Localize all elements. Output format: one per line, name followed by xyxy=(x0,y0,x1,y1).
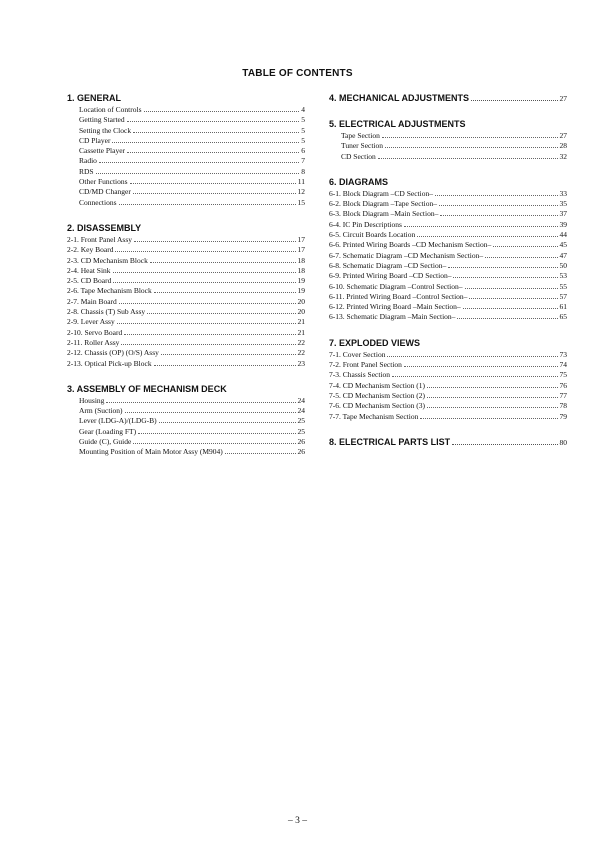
entry-page-number: 17 xyxy=(297,234,305,244)
toc-entry[interactable] xyxy=(329,412,567,422)
toc-entry[interactable] xyxy=(67,338,305,348)
dot-leader xyxy=(115,251,295,252)
entry-label: Setting the Clock xyxy=(79,125,132,135)
dot-leader xyxy=(159,422,296,423)
dot-leader xyxy=(493,246,557,247)
toc-entry[interactable] xyxy=(67,156,305,166)
dot-leader xyxy=(134,241,295,242)
entry-label: 6-10. Schematic Diagram –Control Section– xyxy=(329,281,463,291)
dot-leader xyxy=(99,162,299,163)
toc-entry[interactable] xyxy=(329,240,567,250)
entry-label: 7-6. CD Mechanism Section (3) xyxy=(329,401,426,411)
toc-entry[interactable] xyxy=(329,302,567,312)
page-title: TABLE OF CONTENTS xyxy=(242,68,353,79)
page-number: – 3 – xyxy=(288,816,307,826)
section-heading-label: 4. MECHANICAL ADJUSTMENTS xyxy=(329,93,470,103)
dot-leader xyxy=(138,433,295,434)
entry-label: 2-4. Heat Sink xyxy=(67,265,111,275)
entry-page-number: 39 xyxy=(559,219,567,229)
entry-page-number: 21 xyxy=(297,317,305,327)
entry-label: 6-5. Circuit Boards Location xyxy=(329,230,416,240)
entry-label: CD Player xyxy=(79,135,111,145)
entry-page-number: 6 xyxy=(301,146,305,156)
dot-leader xyxy=(112,142,299,143)
toc-section xyxy=(329,118,567,162)
dot-leader xyxy=(448,267,557,268)
toc-entry[interactable] xyxy=(67,256,305,266)
dot-leader xyxy=(144,111,300,112)
dot-leader xyxy=(154,365,296,366)
entry-page-number: 55 xyxy=(559,281,567,291)
toc-entry[interactable] xyxy=(67,416,305,426)
toc-entry[interactable] xyxy=(67,105,305,115)
toc-entry[interactable] xyxy=(329,220,567,230)
toc-entry[interactable] xyxy=(67,359,305,369)
entry-page-number: 53 xyxy=(559,271,567,281)
section-heading[interactable]: 1. GENERAL xyxy=(67,93,122,103)
toc-entry[interactable] xyxy=(329,141,567,151)
dot-leader xyxy=(427,407,557,408)
toc-entry[interactable] xyxy=(67,437,305,447)
entry-page-number: 5 xyxy=(301,125,305,135)
section-heading-label: 8. ELECTRICAL PARTS LIST xyxy=(329,436,451,447)
dot-leader xyxy=(119,204,296,205)
toc-entry[interactable] xyxy=(67,187,305,197)
entry-label: 6-12. Printed Wiring Board –Main Section– xyxy=(329,302,461,312)
dot-leader xyxy=(469,298,557,299)
entry-label: 6-2. Block Diagram –Tape Section– xyxy=(329,199,437,209)
toc-entry[interactable] xyxy=(329,401,567,411)
toc-left-column xyxy=(67,92,305,472)
toc-entry[interactable] xyxy=(329,312,567,322)
entry-label: 7-4. CD Mechanism Section (1) xyxy=(329,380,426,390)
entry-page-number: 61 xyxy=(559,302,567,312)
toc-right-column xyxy=(329,92,567,462)
entry-label: Tuner Section xyxy=(341,141,384,151)
dot-leader xyxy=(382,137,558,138)
dot-leader xyxy=(96,173,300,174)
section-heading[interactable]: 2. DISASSEMBLY xyxy=(67,222,142,233)
dot-leader xyxy=(417,236,557,237)
toc-entry[interactable] xyxy=(67,427,305,437)
entry-page-number: 19 xyxy=(297,286,305,296)
entry-label: 6-6. Printed Wiring Boards –CD Mechanism Section– xyxy=(329,240,492,250)
entry-page-number: 65 xyxy=(559,312,567,322)
entry-page-number: 24 xyxy=(297,395,305,405)
section-heading[interactable]: 6. DIAGRAMS xyxy=(329,176,389,187)
entry-label: Lever (LDG-A)/(LDG-B) xyxy=(79,416,157,426)
entry-page-number: 22 xyxy=(297,337,305,347)
toc-entry[interactable] xyxy=(329,209,567,219)
entry-label: 7-2. Front Panel Section xyxy=(329,360,402,370)
entry-page-number: 25 xyxy=(297,416,305,426)
toc-entry[interactable] xyxy=(67,276,305,286)
toc-entry[interactable] xyxy=(67,307,305,317)
dot-leader xyxy=(457,318,557,319)
dot-leader xyxy=(127,121,300,122)
toc-entry[interactable] xyxy=(67,317,305,327)
entry-page-number: 11 xyxy=(297,177,305,187)
entry-label: Guide (C), Guide xyxy=(79,437,132,447)
dot-leader xyxy=(150,262,296,263)
entry-label: 6-1. Block Diagram –CD Section– xyxy=(329,188,433,198)
toc-entry[interactable] xyxy=(67,177,305,187)
dot-leader xyxy=(427,387,557,388)
entry-list xyxy=(329,350,567,422)
entry-label: Radio xyxy=(79,156,97,166)
toc-section xyxy=(67,222,305,369)
entry-page-number: 37 xyxy=(559,209,567,219)
toc-entry[interactable] xyxy=(329,271,567,281)
toc-entry[interactable] xyxy=(67,235,305,245)
entry-page-number: 79 xyxy=(559,411,567,421)
entry-page-number: 45 xyxy=(559,240,567,250)
dot-leader xyxy=(106,402,295,403)
entry-page-number: 5 xyxy=(301,115,305,125)
dot-leader xyxy=(404,366,558,367)
entry-label: 2-8. Chassis (T) Sub Assy xyxy=(67,307,146,317)
entry-page-number: 19 xyxy=(297,276,305,286)
dot-leader xyxy=(471,100,557,101)
entry-page-number: 8 xyxy=(301,166,305,176)
toc-entry[interactable] xyxy=(67,406,305,416)
entry-list xyxy=(67,396,305,458)
toc-entry[interactable] xyxy=(329,350,567,360)
toc-entry[interactable] xyxy=(67,115,305,125)
toc-entry[interactable] xyxy=(67,245,305,255)
entry-page-number: 78 xyxy=(559,401,567,411)
entry-label: CD Section xyxy=(341,151,376,161)
entry-label: RDS xyxy=(79,166,94,176)
toc-entry[interactable] xyxy=(67,136,305,146)
entry-page-number: 77 xyxy=(559,390,567,400)
entry-page-number: 57 xyxy=(559,291,567,301)
dot-leader xyxy=(125,412,296,413)
entry-label: Cassette Player xyxy=(79,146,126,156)
entry-page-number: 18 xyxy=(297,265,305,275)
entry-label: 6-8. Schematic Diagram –CD Section– xyxy=(329,260,447,270)
entry-label: 2-3. CD Mechanism Block xyxy=(67,255,148,265)
dot-leader xyxy=(133,132,299,133)
entry-label: Housing xyxy=(79,395,105,405)
entry-page-number: 7 xyxy=(301,156,305,166)
toc-entry[interactable] xyxy=(329,131,567,141)
entry-page-number: 50 xyxy=(559,260,567,270)
dot-leader xyxy=(161,354,296,355)
entry-label: 2-2. Key Board xyxy=(67,245,114,255)
entry-page-number: 26 xyxy=(297,437,305,447)
entry-page-number: 26 xyxy=(297,447,305,457)
dot-leader xyxy=(452,444,557,445)
entry-label: 2-13. Optical Pick-up Block xyxy=(67,358,152,368)
dot-leader xyxy=(225,453,296,454)
dot-leader xyxy=(117,323,296,324)
entry-label: 6-9. Printed Wiring Board –CD Section– xyxy=(329,271,452,281)
dot-leader xyxy=(119,303,296,304)
entry-label: 2-9. Lever Assy xyxy=(67,317,115,327)
toc-entry[interactable] xyxy=(67,286,305,296)
entry-page-number: 18 xyxy=(297,255,305,265)
entry-label: 6-3. Block Diagram –Main Section– xyxy=(329,209,439,219)
entry-page-number: 44 xyxy=(559,230,567,240)
entry-page-number: 25 xyxy=(297,426,305,436)
entry-page-number: 33 xyxy=(559,188,567,198)
entry-label: Arm (Suction) xyxy=(79,406,123,416)
dot-leader xyxy=(485,257,557,258)
toc-entry[interactable] xyxy=(67,146,305,156)
dot-leader xyxy=(127,152,299,153)
toc-entry[interactable] xyxy=(329,370,567,380)
entry-page-number: 73 xyxy=(559,349,567,359)
toc-entry[interactable] xyxy=(329,152,567,162)
toc-section xyxy=(67,92,305,208)
toc-entry[interactable] xyxy=(67,126,305,136)
entry-label: Mounting Position of Main Motor Assy (M904) xyxy=(79,447,223,457)
entry-list xyxy=(329,131,567,162)
dot-leader xyxy=(453,277,557,278)
entry-page-number: 32 xyxy=(559,151,567,161)
toc-entry[interactable] xyxy=(67,266,305,276)
dot-leader xyxy=(404,226,558,227)
toc-entry[interactable] xyxy=(67,396,305,406)
section-page-number: 27 xyxy=(559,94,567,103)
section-heading[interactable]: 5. ELECTRICAL ADJUSTMENTS xyxy=(329,119,466,129)
toc-entry[interactable] xyxy=(329,292,567,302)
entry-page-number: 21 xyxy=(297,327,305,337)
toc-entry[interactable] xyxy=(67,297,305,307)
entry-label: Location of Controls xyxy=(79,105,142,114)
dot-leader xyxy=(124,334,295,335)
toc-entry[interactable] xyxy=(67,447,305,457)
entry-label: 7-1. Cover Section xyxy=(329,349,386,359)
dot-leader xyxy=(392,376,557,377)
toc-entry[interactable] xyxy=(329,381,567,391)
entry-list xyxy=(67,235,305,369)
entry-label: Connections xyxy=(79,197,117,207)
toc-section xyxy=(329,436,567,448)
toc-entry[interactable] xyxy=(67,348,305,358)
entry-label: Other Functions xyxy=(79,177,128,187)
entry-label: 6-11. Printed Wiring Board –Control Section– xyxy=(329,291,468,301)
toc-entry[interactable] xyxy=(67,198,305,208)
toc-entry[interactable] xyxy=(329,282,567,292)
dot-leader xyxy=(130,183,296,184)
dot-leader xyxy=(435,195,558,196)
toc-section xyxy=(67,383,305,458)
section-heading[interactable]: 3. ASSEMBLY OF MECHANISM DECK xyxy=(67,383,227,394)
toc-entry[interactable] xyxy=(67,328,305,338)
entry-label: 2-6. Tape Mechanism Block xyxy=(67,286,152,296)
entry-page-number: 22 xyxy=(297,348,305,358)
entry-page-number: 20 xyxy=(297,296,305,306)
dot-leader xyxy=(154,292,296,293)
dot-leader xyxy=(427,397,557,398)
entry-page-number: 23 xyxy=(297,358,305,368)
dot-leader xyxy=(147,313,295,314)
toc-entry[interactable] xyxy=(329,189,567,199)
dot-leader xyxy=(133,443,295,444)
entry-page-number: 28 xyxy=(559,141,567,151)
dot-leader xyxy=(465,288,558,289)
dot-leader xyxy=(133,193,296,194)
entry-page-number: 20 xyxy=(297,307,305,317)
entry-page-number: 35 xyxy=(559,199,567,209)
dot-leader xyxy=(113,282,295,283)
toc-entry[interactable] xyxy=(67,167,305,177)
section-heading[interactable]: 7. EXPLODED VIEWS xyxy=(329,337,421,348)
toc-entry[interactable] xyxy=(329,230,567,240)
toc-entry[interactable] xyxy=(329,199,567,209)
toc-section xyxy=(329,176,567,323)
entry-label: 7-3. Chassis Section xyxy=(329,370,391,380)
entry-label: 6-13. Schematic Diagram –Main Section– xyxy=(329,312,456,322)
toc-section xyxy=(329,337,567,422)
entry-label: CD/MD Changer xyxy=(79,187,131,197)
entry-page-number: 74 xyxy=(559,360,567,370)
entry-label: 2-1. Front Panel Assy xyxy=(67,234,133,244)
entry-page-number: 5 xyxy=(301,135,305,145)
entry-label: 2-12. Chassis (OP) (O/S) Assy xyxy=(67,348,159,358)
toc-entry[interactable] xyxy=(329,360,567,370)
entry-label: Getting Started xyxy=(79,115,125,125)
entry-page-number: 47 xyxy=(559,250,567,260)
entry-label: 7-5. CD Mechanism Section (2) xyxy=(329,390,426,400)
entry-page-number: 15 xyxy=(297,197,305,207)
entry-label: 2-7. Main Board xyxy=(67,296,117,306)
entry-label: Tape Section xyxy=(341,131,380,140)
entry-label: Gear (Loading FT) xyxy=(79,426,137,436)
dot-leader xyxy=(463,308,558,309)
entry-label: 7-7. Tape Mechanism Section xyxy=(329,411,419,421)
section-heading[interactable] xyxy=(329,92,567,104)
entry-page-number: 27 xyxy=(559,131,567,140)
entry-page-number: 75 xyxy=(559,370,567,380)
dot-leader xyxy=(113,272,296,273)
dot-leader xyxy=(440,215,557,216)
toc-section xyxy=(329,92,567,104)
dot-leader xyxy=(121,344,295,345)
dot-leader xyxy=(387,356,557,357)
entry-label: 2-5. CD Board xyxy=(67,276,112,286)
entry-page-number: 12 xyxy=(297,187,305,197)
section-page-number: 80 xyxy=(559,437,567,447)
entry-page-number: 17 xyxy=(297,245,305,255)
entry-list xyxy=(67,105,305,208)
dot-leader xyxy=(420,418,557,419)
section-heading[interactable] xyxy=(329,436,567,448)
entry-page-number: 4 xyxy=(301,105,305,114)
entry-label: 6-4. IC Pin Descriptions xyxy=(329,219,402,229)
entry-page-number: 76 xyxy=(559,380,567,390)
entry-list xyxy=(329,189,567,323)
toc-entry[interactable] xyxy=(329,261,567,271)
toc-entry[interactable] xyxy=(329,391,567,401)
entry-label: 2-11. Roller Assy xyxy=(67,337,120,347)
entry-label: 6-7. Schematic Diagram –CD Mechanism Section– xyxy=(329,250,484,260)
dot-leader xyxy=(385,147,557,148)
dot-leader xyxy=(378,158,558,159)
entry-label: 2-10. Servo Board xyxy=(67,327,123,337)
entry-page-number: 24 xyxy=(297,406,305,416)
toc-entry[interactable] xyxy=(329,251,567,261)
dot-leader xyxy=(439,205,558,206)
